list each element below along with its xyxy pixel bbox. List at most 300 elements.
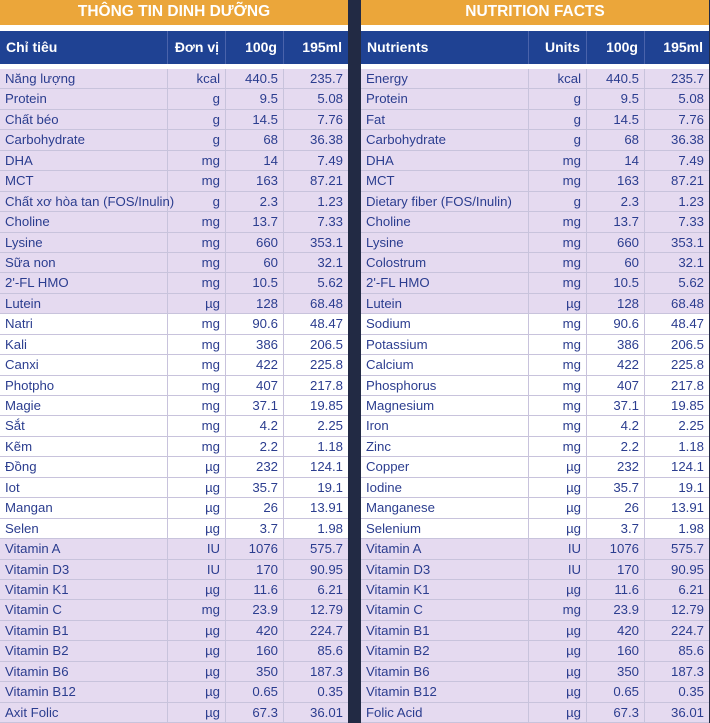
cell-per-195ml: 36.01 (309, 704, 343, 720)
cell-nutrient: Natri (0, 314, 168, 333)
cell-per-195ml: 575.7 (309, 541, 343, 557)
cell-nutrient: Carbohydrate (361, 130, 529, 149)
cell-per-195ml: 224.7 (309, 622, 343, 638)
cell-nutrient: Iron (361, 416, 529, 435)
table-row (361, 171, 709, 191)
cell-per-100g: 2.3 (226, 192, 284, 211)
cell-unit: µg (168, 519, 226, 538)
table-row (0, 314, 348, 334)
cell-nutrient: Vitamin A (361, 539, 529, 558)
cell-per-195ml: 68.48 (309, 295, 343, 311)
cell-per-195ml: 7.76 (678, 111, 704, 127)
table-header (0, 31, 348, 64)
cell-per-100g: 2.2 (587, 437, 645, 456)
cell-per-195ml: 5.08 (678, 91, 704, 107)
cell-per-100g: 440.5 (226, 69, 284, 88)
cell-nutrient: Sodium (361, 314, 529, 333)
cell-unit: g (168, 130, 226, 149)
cell-unit: mg (168, 314, 226, 333)
cell-per-195ml: 353.1 (309, 234, 343, 250)
table-row (0, 498, 348, 518)
cell-per-195ml: 235.7 (670, 71, 704, 86)
cell-per-195ml: 7.49 (317, 152, 343, 168)
cell-per-195ml: 217.8 (309, 377, 343, 393)
cell-nutrient: Axit Folic (0, 703, 168, 722)
cell-unit: mg (529, 355, 587, 374)
cell-unit: mg (529, 376, 587, 395)
cell-nutrient: Mangan (0, 498, 168, 517)
cell-nutrient: Lysine (361, 233, 529, 252)
cell-per-195ml: 353.1 (670, 234, 704, 250)
cell-per-100g: 11.6 (587, 580, 645, 599)
cell-unit: mg (168, 355, 226, 374)
cell-per-100g: 26 (587, 498, 645, 517)
cell-per-100g: 14 (587, 151, 645, 170)
cell-per-100g: 90.6 (587, 314, 645, 333)
cell-per-100g: 407 (587, 376, 645, 395)
table-row (0, 253, 348, 273)
cell-per-195ml: 1.18 (678, 438, 704, 454)
cell-unit: µg (529, 580, 587, 599)
cell-per-100g: 14 (226, 151, 284, 170)
table-row (0, 580, 348, 600)
cell-nutrient: Vitamin K1 (0, 580, 168, 599)
cell-unit: µg (168, 580, 226, 599)
cell-per-100g: 90.6 (226, 314, 284, 333)
cell-nutrient: Vitamin A (0, 539, 168, 558)
cell-per-195ml: 1.18 (317, 438, 343, 454)
cell-unit: mg (529, 314, 587, 333)
table-row (361, 519, 709, 539)
table-row (0, 273, 348, 293)
table-row (0, 151, 348, 171)
cell-unit: mg (529, 600, 587, 619)
cell-unit: mg (529, 396, 587, 415)
table-row (361, 376, 709, 396)
cell-per-100g: 660 (587, 233, 645, 252)
cell-unit: mg (168, 416, 226, 435)
table-row (0, 682, 348, 702)
cell-nutrient: Sắt (0, 416, 168, 435)
table-row (361, 69, 709, 89)
cell-per-195ml: 0.35 (678, 684, 704, 700)
cell-per-100g: 232 (226, 457, 284, 476)
table-row (0, 641, 348, 661)
cell-per-195ml: 575.7 (670, 541, 704, 557)
table-row (0, 703, 348, 723)
table-row (0, 519, 348, 539)
cell-unit: mg (529, 171, 587, 190)
cell-unit: kcal (168, 69, 226, 88)
cell-nutrient: Vitamin B2 (361, 641, 529, 660)
cell-nutrient: Vitamin C (0, 600, 168, 619)
cell-per-100g: 13.7 (587, 212, 645, 231)
table-row (361, 437, 709, 457)
cell-per-195ml: 2.25 (317, 418, 343, 434)
cell-unit: g (168, 192, 226, 211)
cell-unit: µg (529, 498, 587, 517)
cell-nutrient: Sữa non (0, 253, 168, 272)
table-row (361, 110, 709, 130)
cell-nutrient: Lysine (0, 233, 168, 252)
table-row (361, 130, 709, 150)
table-row (0, 662, 348, 682)
table-header (361, 31, 709, 64)
cell-nutrient: Lutein (0, 294, 168, 313)
cell-nutrient: Chất xơ hòa tan (FOS/Inulin) (0, 192, 168, 211)
cell-per-195ml: 48.47 (309, 316, 343, 332)
table-body (0, 69, 348, 723)
cell-per-100g: 170 (587, 560, 645, 579)
table-row (361, 294, 709, 314)
cell-per-100g: 9.5 (587, 89, 645, 108)
table-row (0, 192, 348, 212)
cell-unit: µg (168, 662, 226, 681)
cell-per-195ml: 187.3 (670, 663, 704, 679)
cell-unit: µg (529, 294, 587, 313)
cell-per-195ml: 19.85 (309, 398, 343, 413)
cell-per-100g: 160 (587, 641, 645, 660)
cell-per-195ml: 7.33 (317, 214, 343, 230)
cell-nutrient: Zinc (361, 437, 529, 456)
cell-nutrient: Folic Acid (361, 703, 529, 722)
nutrition-table-vietnamese (0, 0, 348, 720)
table-row (361, 314, 709, 334)
cell-per-100g: 407 (226, 376, 284, 395)
cell-per-195ml: 36.38 (309, 132, 343, 148)
cell-per-195ml: 85.6 (678, 643, 704, 659)
cell-nutrient: Copper (361, 457, 529, 476)
cell-per-100g: 35.7 (226, 478, 284, 497)
cell-per-195ml: 124.1 (309, 459, 343, 475)
cell-unit: µg (168, 294, 226, 313)
cell-unit: µg (529, 621, 587, 640)
cell-per-100g: 2.3 (587, 192, 645, 211)
cell-unit: µg (168, 498, 226, 517)
cell-per-100g: 14.5 (587, 110, 645, 129)
cell-unit: µg (529, 457, 587, 476)
cell-per-100g: 67.3 (226, 703, 284, 722)
table-row (361, 539, 709, 559)
cell-unit: mg (168, 376, 226, 395)
cell-nutrient: Magnesium (361, 396, 529, 415)
cell-per-195ml: 12.79 (670, 602, 704, 618)
cell-unit: g (529, 110, 587, 129)
cell-per-100g: 163 (587, 171, 645, 190)
cell-nutrient: Vitamin B2 (0, 641, 168, 660)
cell-nutrient: Kali (0, 335, 168, 354)
header-nutrient: Chỉ tiêu (0, 31, 168, 64)
cell-nutrient: DHA (361, 151, 529, 170)
cell-per-195ml: 19.1 (678, 479, 704, 495)
header-nutrient: Nutrients (361, 31, 529, 64)
table-body (361, 69, 709, 723)
header-per-100g: 100g (587, 31, 645, 64)
table-row (0, 396, 348, 416)
cell-nutrient: Vitamin B12 (361, 682, 529, 701)
table-row (361, 416, 709, 436)
cell-nutrient: Vitamin K1 (361, 580, 529, 599)
cell-unit: g (529, 192, 587, 211)
cell-per-195ml: 13.91 (309, 500, 343, 516)
cell-per-100g: 422 (226, 355, 284, 374)
cell-unit: mg (529, 233, 587, 252)
cell-nutrient: Selenium (361, 519, 529, 538)
cell-unit: µg (168, 457, 226, 476)
cell-unit: IU (168, 560, 226, 579)
cell-per-100g: 4.2 (587, 416, 645, 435)
cell-per-100g: 9.5 (226, 89, 284, 108)
cell-per-100g: 660 (226, 233, 284, 252)
header-unit: Đơn vị (168, 31, 226, 64)
table-row (361, 600, 709, 620)
table-row (0, 457, 348, 477)
cell-per-195ml: 36.38 (670, 132, 704, 148)
cell-nutrient: Chất béo (0, 110, 168, 129)
table-row (0, 355, 348, 375)
cell-per-195ml: 7.49 (678, 152, 704, 168)
cell-per-195ml: 90.95 (670, 561, 704, 577)
cell-per-100g: 163 (226, 171, 284, 190)
cell-unit: µg (529, 703, 587, 722)
cell-nutrient: Đồng (0, 457, 168, 476)
table-row (361, 641, 709, 661)
cell-per-100g: 386 (226, 335, 284, 354)
cell-unit: mg (529, 416, 587, 435)
cell-per-195ml: 36.01 (670, 704, 704, 720)
cell-nutrient: Calcium (361, 355, 529, 374)
cell-unit: mg (168, 253, 226, 272)
cell-per-195ml: 6.21 (678, 581, 704, 597)
cell-nutrient: Magie (0, 396, 168, 415)
cell-nutrient: Selen (0, 519, 168, 538)
cell-unit: mg (168, 437, 226, 456)
cell-nutrient: Canxi (0, 355, 168, 374)
cell-unit: mg (529, 151, 587, 170)
cell-per-100g: 170 (226, 560, 284, 579)
cell-per-100g: 60 (587, 253, 645, 272)
cell-per-100g: 26 (226, 498, 284, 517)
cell-nutrient: Lutein (361, 294, 529, 313)
cell-nutrient: Phosphorus (361, 376, 529, 395)
cell-per-195ml: 124.1 (670, 459, 704, 475)
cell-per-195ml: 7.76 (317, 111, 343, 127)
cell-nutrient: MCT (361, 171, 529, 190)
cell-per-100g: 1076 (587, 539, 645, 558)
cell-unit: IU (529, 539, 587, 558)
cell-per-100g: 2.2 (226, 437, 284, 456)
table-row (361, 580, 709, 600)
cell-per-195ml: 32.1 (317, 254, 343, 270)
cell-per-195ml: 85.6 (317, 643, 343, 659)
table-row (0, 110, 348, 130)
cell-per-100g: 128 (226, 294, 284, 313)
cell-per-100g: 440.5 (587, 69, 645, 88)
cell-per-100g: 160 (226, 641, 284, 660)
cell-nutrient: Năng lượng (0, 69, 168, 88)
cell-per-195ml: 13.91 (670, 500, 704, 516)
table-row (0, 600, 348, 620)
cell-unit: IU (529, 560, 587, 579)
cell-per-100g: 67.3 (587, 703, 645, 722)
cell-per-100g: 10.5 (587, 273, 645, 292)
cell-unit: mg (529, 335, 587, 354)
cell-per-100g: 128 (587, 294, 645, 313)
cell-nutrient: Vitamin B1 (361, 621, 529, 640)
cell-per-100g: 13.7 (226, 212, 284, 231)
cell-per-195ml: 6.21 (317, 581, 343, 597)
cell-nutrient: Potassium (361, 335, 529, 354)
cell-unit: mg (529, 212, 587, 231)
cell-nutrient: Kẽm (0, 437, 168, 456)
cell-per-195ml: 19.1 (317, 479, 343, 495)
cell-nutrient: Vitamin B1 (0, 621, 168, 640)
cell-per-100g: 0.65 (587, 682, 645, 701)
cell-unit: µg (529, 519, 587, 538)
cell-unit: µg (529, 682, 587, 701)
cell-nutrient: DHA (0, 151, 168, 170)
cell-unit: µg (168, 621, 226, 640)
cell-per-195ml: 5.08 (317, 91, 343, 107)
cell-per-100g: 10.5 (226, 273, 284, 292)
table-row (361, 273, 709, 293)
table-row (361, 682, 709, 702)
cell-per-100g: 60 (226, 253, 284, 272)
cell-per-100g: 37.1 (226, 396, 284, 415)
cell-per-100g: 14.5 (226, 110, 284, 129)
cell-nutrient: MCT (0, 171, 168, 190)
cell-unit: mg (529, 437, 587, 456)
cell-nutrient: Vitamin B6 (361, 662, 529, 681)
cell-per-195ml: 187.3 (309, 663, 343, 679)
table-row (361, 233, 709, 253)
cell-per-195ml: 7.33 (678, 214, 704, 230)
cell-per-100g: 1076 (226, 539, 284, 558)
cell-per-195ml: 12.79 (309, 602, 343, 618)
cell-nutrient: Manganese (361, 498, 529, 517)
table-row (0, 294, 348, 314)
cell-nutrient: Choline (361, 212, 529, 231)
cell-nutrient: Choline (0, 212, 168, 231)
cell-per-195ml: 206.5 (670, 336, 704, 352)
table-row (0, 478, 348, 498)
header-unit: Units (529, 31, 587, 64)
cell-unit: g (529, 89, 587, 108)
cell-nutrient: Iodine (361, 478, 529, 497)
cell-nutrient: Protein (0, 89, 168, 108)
cell-nutrient: Dietary fiber (FOS/Inulin) (361, 192, 529, 211)
table-row (361, 89, 709, 109)
cell-unit: mg (168, 600, 226, 619)
cell-per-195ml: 1.23 (317, 193, 343, 209)
table-row (0, 539, 348, 559)
table-row (361, 335, 709, 355)
panel-title: NUTRITION FACTS (361, 0, 709, 25)
cell-nutrient: 2'-FL HMO (0, 273, 168, 292)
cell-per-195ml: 225.8 (309, 357, 343, 373)
cell-nutrient: Iot (0, 478, 168, 497)
cell-unit: mg (529, 253, 587, 272)
cell-per-100g: 37.1 (587, 396, 645, 415)
cell-per-195ml: 68.48 (670, 295, 704, 311)
nutrition-table-english (361, 0, 709, 720)
cell-per-195ml: 5.62 (317, 275, 343, 291)
cell-per-100g: 11.6 (226, 580, 284, 599)
cell-nutrient: Energy (361, 69, 529, 88)
table-row (0, 130, 348, 150)
cell-per-195ml: 224.7 (670, 622, 704, 638)
cell-per-100g: 0.65 (226, 682, 284, 701)
table-row (0, 89, 348, 109)
cell-per-100g: 232 (587, 457, 645, 476)
cell-per-195ml: 235.7 (309, 71, 343, 86)
cell-per-100g: 422 (587, 355, 645, 374)
cell-nutrient: 2'-FL HMO (361, 273, 529, 292)
cell-per-195ml: 1.98 (317, 520, 343, 536)
cell-nutrient: Vitamin B12 (0, 682, 168, 701)
cell-nutrient: Vitamin D3 (0, 560, 168, 579)
cell-per-100g: 3.7 (226, 519, 284, 538)
cell-per-100g: 68 (587, 130, 645, 149)
cell-per-195ml: 1.23 (678, 193, 704, 209)
table-row (361, 703, 709, 723)
cell-per-195ml: 87.21 (309, 173, 343, 189)
table-row (0, 212, 348, 232)
table-row (361, 212, 709, 232)
table-row (361, 192, 709, 212)
cell-per-100g: 386 (587, 335, 645, 354)
table-row (361, 457, 709, 477)
cell-unit: mg (168, 335, 226, 354)
table-row (0, 437, 348, 457)
table-row (0, 560, 348, 580)
cell-per-100g: 420 (226, 621, 284, 640)
cell-unit: µg (168, 703, 226, 722)
cell-per-195ml: 1.98 (678, 520, 704, 536)
table-row (361, 498, 709, 518)
cell-unit: µg (529, 478, 587, 497)
header-per-195ml: 195ml (302, 39, 342, 55)
table-row (0, 376, 348, 396)
header-per-195ml: 195ml (663, 39, 703, 55)
cell-unit: mg (168, 233, 226, 252)
table-row (361, 662, 709, 682)
cell-nutrient: Vitamin B6 (0, 662, 168, 681)
cell-nutrient: Photpho (0, 376, 168, 395)
cell-unit: mg (168, 171, 226, 190)
cell-nutrient: Colostrum (361, 253, 529, 272)
table-row (0, 233, 348, 253)
cell-per-195ml: 87.21 (670, 173, 704, 189)
cell-nutrient: Vitamin C (361, 600, 529, 619)
cell-per-195ml: 32.1 (678, 254, 704, 270)
cell-unit: mg (529, 273, 587, 292)
cell-per-195ml: 0.35 (317, 684, 343, 700)
cell-per-100g: 420 (587, 621, 645, 640)
table-row (0, 335, 348, 355)
cell-per-195ml: 2.25 (678, 418, 704, 434)
cell-unit: g (168, 110, 226, 129)
cell-nutrient: Fat (361, 110, 529, 129)
cell-per-195ml: 19.85 (670, 398, 704, 413)
cell-unit: mg (168, 212, 226, 231)
cell-per-195ml: 217.8 (670, 377, 704, 393)
cell-unit: IU (168, 539, 226, 558)
cell-unit: mg (168, 273, 226, 292)
table-row (361, 560, 709, 580)
cell-per-195ml: 48.47 (670, 316, 704, 332)
table-row (361, 355, 709, 375)
